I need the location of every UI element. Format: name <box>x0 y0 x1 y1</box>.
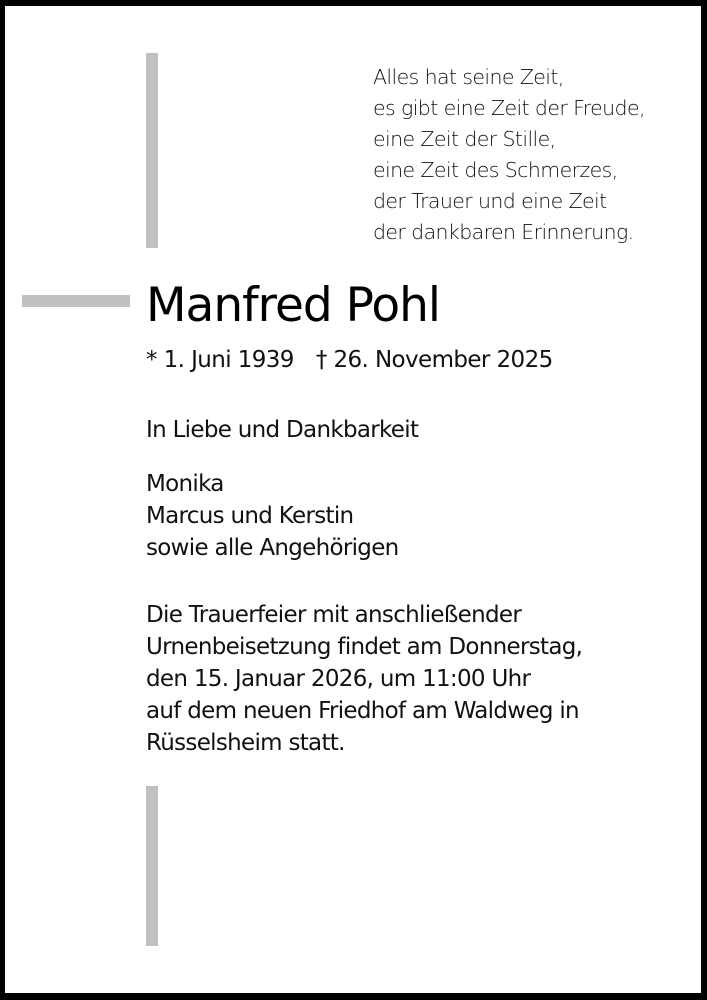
ceremony-line: Rüsselsheim statt. <box>146 730 345 756</box>
motto-line: der dankbaren Erinnerung. <box>373 220 634 244</box>
ceremony-info <box>146 599 582 759</box>
motto-line: eine Zeit der Stille, <box>373 127 556 151</box>
mourner: Marcus und Kerstin <box>146 503 354 529</box>
motto-line: Alles hat seine Zeit, <box>373 65 564 89</box>
mourner: sowie alle Angehörigen <box>146 535 399 561</box>
deceased-name: Manfred Pohl <box>146 278 440 333</box>
birth-date: * 1. Juni 1939 <box>146 347 294 373</box>
death-date: † 26. November 2025 <box>315 347 553 373</box>
motto-line: es gibt eine Zeit der Freude, <box>373 96 645 120</box>
ceremony-line: Urnenbeisetzung findet am Donnerstag, <box>146 634 583 660</box>
mourner: Monika <box>146 471 224 497</box>
ceremony-line: Die Trauerfeier mit anschließender <box>146 602 522 628</box>
dedication: In Liebe und Dankbarkeit <box>146 417 419 443</box>
life-dates <box>146 344 553 376</box>
mourners-list <box>146 468 399 564</box>
ceremony-line: den 15. Januar 2026, um 11:00 Uhr <box>146 666 531 692</box>
cross-bar-bottom-vertical <box>146 786 158 946</box>
ceremony-line: auf dem neuen Friedhof am Waldweg in <box>146 698 579 724</box>
cross-bar-horizontal <box>22 295 130 307</box>
motto-line: eine Zeit des Schmerzes, <box>373 158 618 182</box>
motto-poem <box>373 62 645 248</box>
motto-line: der Trauer und eine Zeit <box>373 189 607 213</box>
cross-bar-top-vertical <box>146 53 158 248</box>
obituary-notice <box>5 6 701 993</box>
